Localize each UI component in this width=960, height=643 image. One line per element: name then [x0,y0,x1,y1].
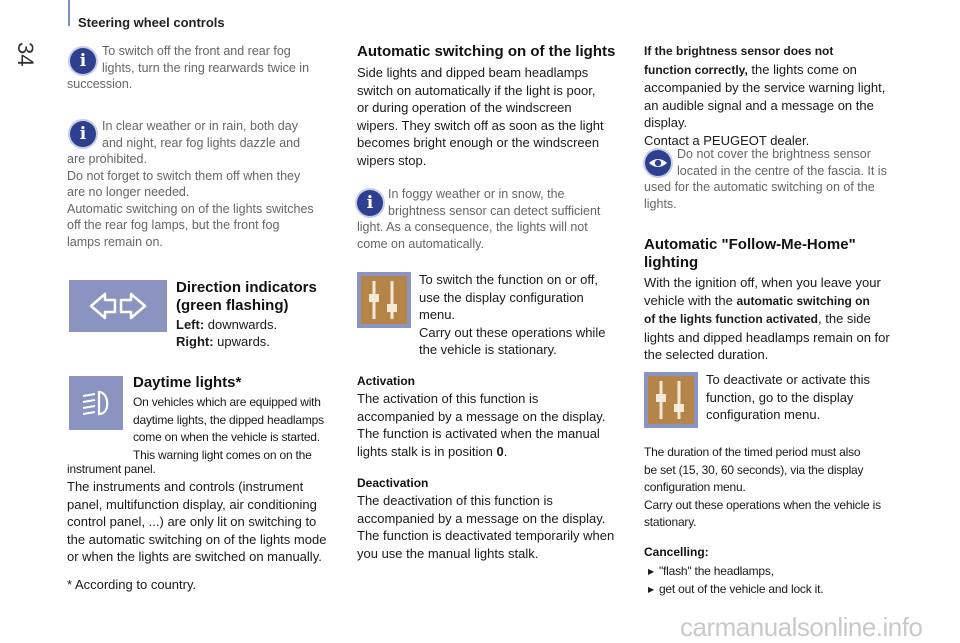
fmh-text: , the side [818,311,871,326]
body-line: The deactivation of this function is [357,493,553,508]
daytime-line: This warning light comes on on the [133,447,312,462]
note-line: To switch off the front and rear fog [102,44,291,58]
title-line: lighting [644,254,699,271]
note-line: and night, rear fog lights dazzle and [102,135,301,150]
fog-sensor-note-cont [357,219,588,252]
body-line: the vehicle is stationary. [419,342,557,357]
fog-sensor-note [388,186,600,219]
note-line: off the rear fog lamps, but the front fog [67,218,280,232]
body-line: control panel, ...) are only lit on switching to [67,514,317,529]
body-line: Contact a PEUGEOT dealer. [644,132,810,148]
sensor-bold: function correctly, [644,62,748,77]
body-line: The activation of this function is [357,391,539,406]
left-text: downwards. [204,317,278,332]
note-line: Automatic switching on of the lights switches [67,201,314,216]
small-line: be set (15, 30, 60 seconds), via the display [644,462,864,477]
daytime-line: On vehicles which are equipped with [133,395,321,409]
page-number: 34 [13,42,38,67]
body-line: the selected duration. [644,347,769,362]
note-line: Do not forget to switch them off when they [67,168,301,183]
sensor-bold: If the brightness sensor does not [644,44,834,58]
body-line: function, go to the display [706,389,854,405]
body-line: the automatic switching on of the lights mode [67,531,327,547]
footnote: * According to country. [67,577,197,592]
fog-off-note [102,43,342,76]
sensor-cover-note-cont [644,179,875,212]
daytime-title: Daytime lights* [133,374,242,391]
auto-lights-title: Automatic switching on of the lights [357,43,616,60]
body-line: use the display configuration [419,289,584,305]
fog-warning-note [102,118,300,151]
body-line: configuration menu. [706,407,821,422]
note-line: brightness sensor can detect sufficient [388,203,601,218]
deactivation-text [357,492,642,562]
duration-text [644,444,934,532]
body-line: accompanied by the service warning light, [644,80,886,95]
note-line: Do not cover the brightness sensor [677,147,871,161]
config-menu-panel [361,276,407,324]
body-line: The function is deactivated temporarily when [357,528,615,543]
daytime-line: daytime lights, the dipped headlamps [133,412,324,427]
body-line: wipers. They switch off as soon as the light [357,117,604,133]
body-line: becomes bright enough or the windscreen [357,135,600,150]
body-line: To deactivate or activate this [706,372,871,387]
note-line: lights, turn the ring rearwards twice in [102,60,310,75]
list-item: ▶ "flash" the headlamps, [648,563,823,581]
body-line: accompanied by a message on the display. [357,408,606,424]
small-line: configuration menu. [644,480,746,494]
note-line: are no longer needed. [67,185,190,199]
left-label: Left: [176,317,205,332]
body-line: display. [644,115,688,130]
activation-last: lights stalk is in position [357,443,497,459]
note-line: succession. [67,77,133,91]
body-line [357,443,637,461]
sensor-fault-text [644,43,929,149]
eye-icon [645,150,671,176]
info-icon: i [70,121,96,147]
deactivate-instructions [706,371,926,424]
info-icon: i [357,190,383,216]
body-line: panel, multifunction display, air conditioning [67,496,317,512]
activation-title: Activation [357,374,416,388]
info-icon: i [70,48,96,74]
fog-warning-note-cont [67,151,347,250]
daytime-description [133,394,348,464]
fmh-bold: automatic switching on [736,293,870,308]
body-line [644,292,934,311]
eye-symbol [645,150,671,176]
body-line: Carry out these operations while [419,324,606,340]
header-rule [68,0,70,26]
body-line: The function is activated when the manual [357,426,600,441]
note-line: light. As a consequence, the lights will not [357,220,588,234]
indicator-arrows-icon [69,280,167,332]
daytime-lights-symbol [69,376,123,430]
note-line: lights. [644,196,677,211]
instrument-lighting-text [67,478,352,566]
direction-title [176,279,317,315]
cancelling-title: Cancelling: [644,545,709,559]
note-line: located in the centre of the fascia. It is [677,163,887,178]
fmh-bold: of the lights function activated [644,312,819,326]
daytime-lights-icon [69,376,123,430]
title-line: Automatic "Follow-Me-Home" [644,236,856,253]
body-line: With the ignition off, when you leave your [644,275,881,290]
page-title: Steering wheel controls [78,15,225,30]
daytime-line: come on when the vehicle is started. [133,430,320,444]
list-item: ▶ get out of the vehicle and lock it. [648,581,823,599]
body-line: The instruments and controls (instrument [67,479,304,494]
config-instructions [419,271,629,359]
body-line: To switch the function on or off, [419,272,598,287]
body-line: menu. [419,307,456,322]
slider-controls-icon [361,276,407,324]
right-text: upwards. [213,334,270,349]
right-label: Right: [176,334,214,349]
deactivation-title: Deactivation [357,476,429,490]
direction-indicator-icon [69,280,167,332]
config-menu-panel [648,376,694,424]
auto-lights-intro [357,64,632,169]
activation-end: . [503,443,508,459]
note-line: are prohibited. [67,152,147,166]
note-line: used for the automatic switching on of the [644,180,875,194]
note-line: In clear weather or in rain, both day [102,119,298,133]
activation-text [357,390,637,460]
body-line: an audible signal and a message on the [644,97,874,113]
note-line: In foggy weather or in snow, the [388,187,565,201]
stalk-position: 0 [496,443,504,459]
note-line: come on automatically. [357,236,484,251]
config-menu-icon [644,372,698,428]
slider-controls-icon [648,376,694,424]
sensor-rest: the lights come on [747,61,857,77]
body-line: you use the manual lights stalk. [357,545,539,561]
body-line [644,310,934,329]
title-line: Direction indicators [176,279,317,296]
body-line: accompanied by a message on the display. [357,510,606,526]
body-line: or during operation of the windscreen [357,100,572,115]
follow-me-home-title [644,236,856,272]
body-line: wipers stop. [357,152,427,168]
config-menu-icon [357,272,411,328]
small-line: Carry out these operations when the vehicle is [644,497,881,512]
fmh-text: vehicle with the [644,292,737,308]
body-line: Side lights and dipped beam headlamps [357,65,589,80]
direction-right [176,333,270,351]
small-line: stationary. [644,515,697,529]
title-line: (green flashing) [176,297,289,314]
body-line [644,61,929,80]
body-line [644,43,929,61]
follow-me-home-text [644,274,934,364]
small-line: The duration of the timed period must also [644,445,861,459]
cancelling-list [648,563,823,598]
body-line: or when the lights are switched on manually. [67,549,322,564]
direction-left [176,316,277,334]
sensor-cover-note [677,146,887,179]
daytime-line: instrument panel. [67,462,156,476]
body-line: switch on automatically if the light is poor, [357,82,596,98]
watermark: carmanualsonline.info [680,612,923,642]
body-line: lights and dipped headlamps remain on for [644,329,890,345]
note-line: lamps remain on. [67,234,163,249]
